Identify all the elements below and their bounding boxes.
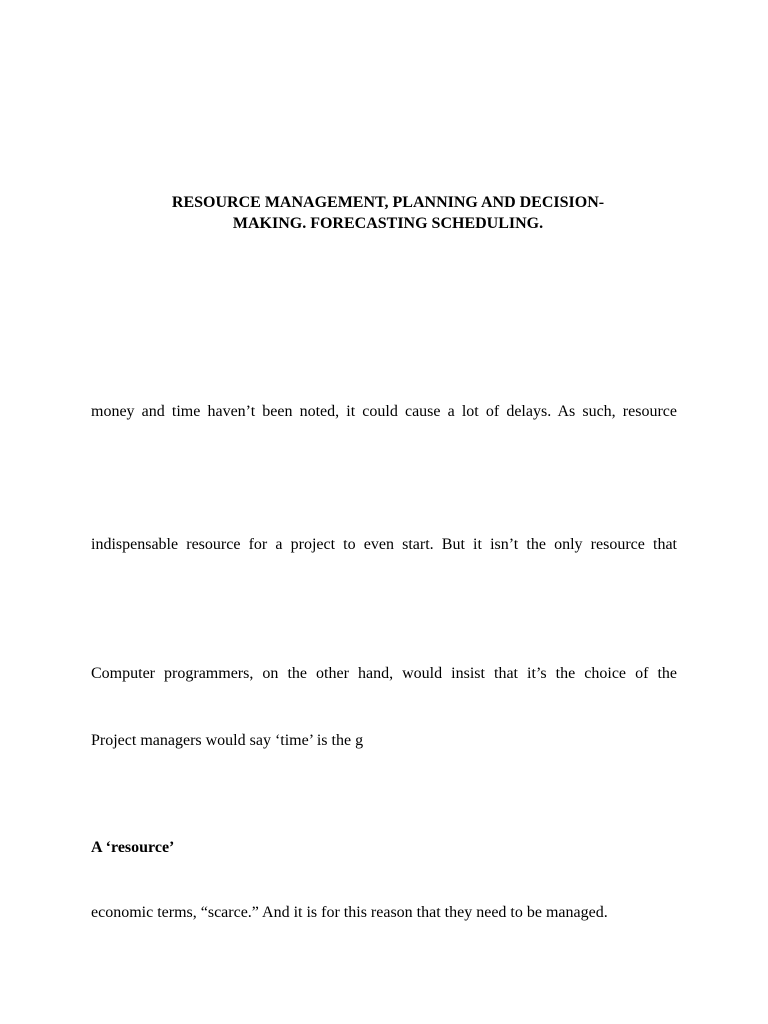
document-title [130, 192, 646, 234]
title-line-2: MAKING. FORECASTING SCHEDULING. [232, 215, 544, 232]
paragraph-line: money and time haven’t been noted, it could cause a lot of delays. As such, resource [91, 403, 677, 420]
paragraph-line: economic terms, “scarce.” And it is for this reason that they need to be managed. [91, 904, 608, 921]
section-heading: A ‘resource’ [91, 839, 175, 856]
paragraph-line: Project managers would say ‘time’ is the g [91, 732, 364, 749]
paragraph-line: Computer programmers, on the other hand, would insist that it’s the choice of the [91, 665, 677, 682]
title-line-1: RESOURCE MANAGEMENT, PLANNING AND DECISION- [171, 194, 605, 211]
paragraph-line: indispensable resource for a project to even start. But it isn’t the only resource that [91, 536, 677, 553]
